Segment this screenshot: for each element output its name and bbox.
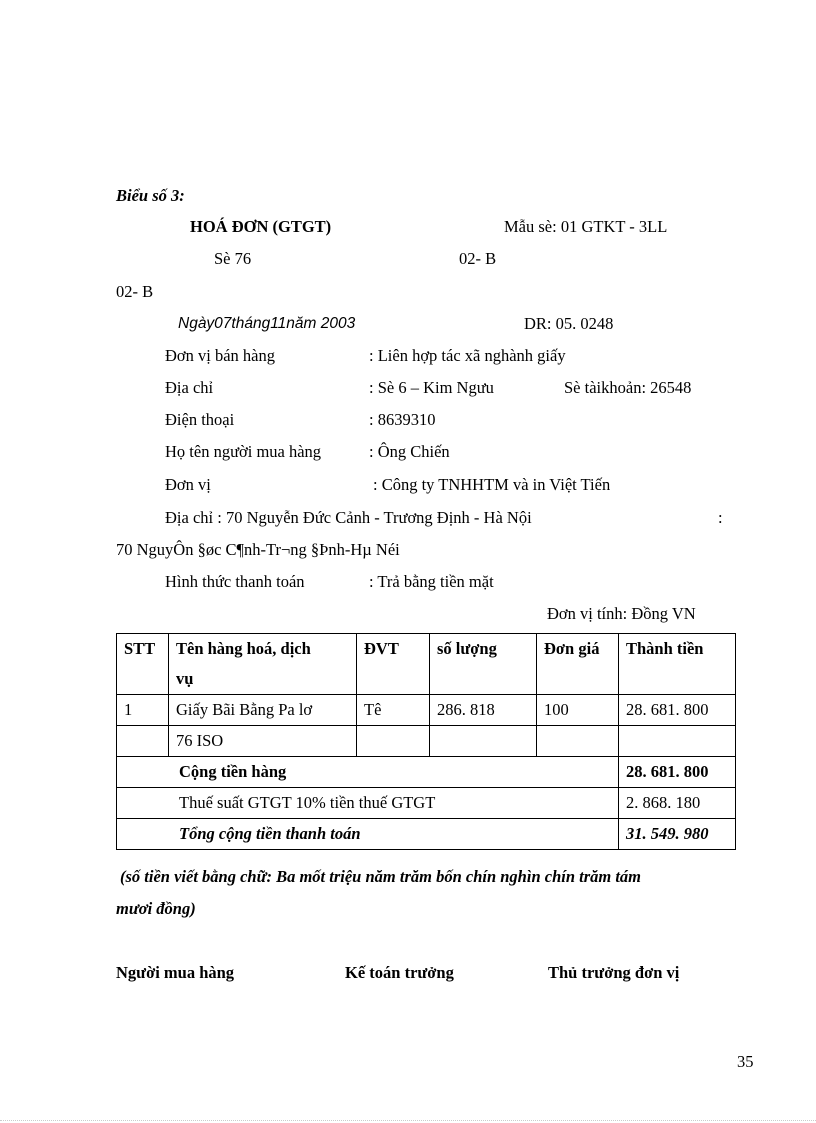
col-header-stt: STT (117, 634, 169, 695)
col-header-quantity: số lượng (430, 634, 537, 695)
row-quantity: 286. 818 (430, 695, 537, 726)
table-header-row (117, 634, 736, 695)
total-row (117, 819, 736, 850)
phone-label: Điện thoại (165, 410, 235, 429)
total-label: Tổng cộng tiền thanh toán (117, 819, 619, 850)
form-number: Mẫu sè: 01 GTKT - 3LL (504, 217, 668, 236)
series-code-b: 02- B (116, 282, 154, 301)
col-header-item (169, 634, 357, 695)
payment-value: : Trả bằng tiền mặt (369, 572, 494, 591)
table-row-continuation (117, 726, 736, 757)
serial-number: Sè 76 (214, 249, 252, 268)
col-header-item-line1: Tên hàng hoá, dịch (176, 639, 311, 658)
form-heading: Biểu số 3: (116, 186, 185, 205)
page-footer-line (0, 1120, 816, 1121)
table-row (117, 695, 736, 726)
row-price: 100 (537, 695, 619, 726)
subtotal-row (117, 757, 736, 788)
col-header-item-line2: vụ (176, 669, 194, 688)
buyer-value: : Ông Chiến (369, 442, 450, 461)
subtotal-value: 28. 681. 800 (619, 757, 736, 788)
vat-label: Thuế suất GTGT 10% tiền thuế GTGT (117, 788, 619, 819)
row-stt: 1 (117, 695, 169, 726)
row-amount: 28. 681. 800 (619, 695, 736, 726)
row-item-continuation: 76 ISO (169, 726, 357, 757)
invoice-date: Ngày07tháng11năm 2003 (178, 315, 356, 332)
col-header-unit: ĐVT (357, 634, 430, 695)
seller-address-label: Địa chỉ (165, 378, 214, 397)
seller-value: : Liên hợp tác xã nghành giấy (369, 346, 566, 365)
vat-row (117, 788, 736, 819)
buyer-unit-value: : Công ty TNHHTM và in Việt Tiến (373, 475, 611, 494)
buyer-unit-label: Đơn vị (165, 475, 211, 494)
subtotal-label: Cộng tiền hàng (117, 757, 619, 788)
total-value: 31. 549. 980 (619, 819, 736, 850)
account-number: Sè tàikhoản: 26548 (564, 378, 692, 397)
series-code-a: 02- B (459, 249, 497, 268)
payment-label: Hình thức thanh toán (165, 572, 305, 591)
row-item: Giấy Bãi Bằng Pa lơ (169, 695, 357, 726)
col-header-price: Đơn giá (537, 634, 619, 695)
buyer-address-colon: : (718, 508, 723, 527)
amount-in-words-line1: (số tiền viết bằng chữ: Ba mốt triệu năm trăm bốn chín nghìn chín trăm tám (120, 867, 642, 886)
currency-unit: Đơn vị tính: Đồng VN (547, 604, 696, 623)
buyer-address: Địa chỉ : 70 Nguyễn Đức Cảnh - Trương Định - Hà Nội (165, 508, 532, 527)
amount-in-words-line2: mươi đồng) (116, 899, 196, 918)
dr-number: DR: 05. 0248 (524, 314, 614, 333)
row-unit: Tê (357, 695, 430, 726)
signature-director: Thủ trưởng đơn vị (548, 963, 680, 982)
seller-label: Đơn vị bán hàng (165, 346, 275, 365)
page-number: 35 (737, 1052, 754, 1071)
signature-buyer: Người mua hàng (116, 963, 235, 982)
buyer-label: Họ tên người mua hàng (165, 442, 322, 461)
invoice-title: HOÁ ĐƠN (GTGT) (190, 217, 332, 236)
vat-value: 2. 868. 180 (619, 788, 736, 819)
phone-value: : 8639310 (369, 410, 436, 429)
seller-address-value: : Sè 6 – Kim Ngưu (369, 378, 494, 397)
invoice-table (116, 633, 736, 850)
col-header-amount: Thành tiền (619, 634, 736, 695)
signature-accountant: Kế toán trưởng (345, 963, 454, 982)
garbled-address: 70 NguyÔn §øc C¶nh-Tr¬ng §Þnh-Hµ Néi (116, 540, 400, 559)
